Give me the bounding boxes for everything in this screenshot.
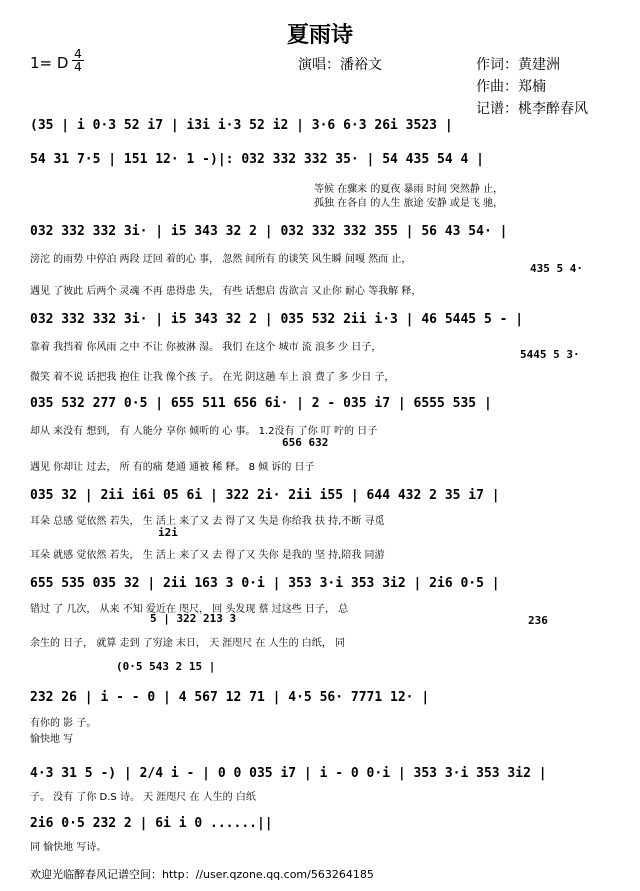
lyric-line: 孤独 在各自 的人生 旅途 安静 或是飞 驰，	[314, 198, 504, 209]
score-row-5: 035 532 277 0·5 | 655 511 656 6i· | 2 - 035 i7 | 6555 535 |	[30, 396, 492, 411]
alt-notes: 5 | 322 213 3	[150, 612, 237, 625]
score-row-7: 655 535 035 32 | 2ii 163 3 0·i | 353 3·i 353 3i2 | 2i6 0·5 |	[30, 576, 500, 591]
lyric-line: 耳朵 总感 觉依然 若失， 生 活上 来了又 去 得了又 失是 你给我 扶 持,不断 寻觅	[30, 516, 385, 527]
lyric-line: 微笑 着不说 话把我 抱住 让我 像个孩 子。 在光 阴这趟 车上 浪 费了 多 少日 子，	[30, 372, 395, 383]
lyric-line: 滂沱 的雨势 中停泊 两段 迂回 着的心 事， 忽然 间所有 的谈笑 风生瞬 间嘎 然而 止，	[30, 254, 412, 265]
lyric-line: 等候 在骤来 的夏夜 暴雨 时间 突然静 止，	[314, 184, 504, 195]
footer-credit: 欢迎光临醉春风记谱空间：http：//user.qzone.qq.com/563264185	[30, 868, 374, 881]
lyric-line: 耳朵 就感 觉依然 若失， 生 活上 来了又 去 得了又 失你 是我的 坚 持,陪我 同游	[30, 550, 385, 561]
score-row-10: 2i6 0·5 232 2 | 6i i 0 ......||	[30, 816, 273, 831]
score-row-6: 035 32 | 2ii i6i 05 6i | 322 2i· 2ii i55 | 644 432 2 35 i7 |	[30, 488, 500, 503]
score-row-3: 032 332 332 3i· | i5 343 32 2 | 032 332 332 355 | 56 43 54· |	[30, 224, 508, 239]
alt-notes: i2i	[158, 526, 178, 539]
alt-notes: 236	[528, 614, 548, 627]
lyric-line: 余生的 日子， 就算 走到 了穷途 末日， 天 涯咫尺 在 人生的 白纸， 同	[30, 638, 345, 649]
score-row-1: (35 | i 0·3 52 i7 | i3i i·3 52 i2 | 3·6 6·3 26i 3523 |	[30, 118, 453, 133]
lyric-line: 遇见 你却让 过去， 所 有的痛 楚通 通被 稀 释。 8 倾 诉的 日子	[30, 462, 315, 473]
alt-notes: 656 632	[282, 436, 329, 449]
singer-credit: 演唱：潘裕文	[298, 57, 382, 73]
lyric-line: 错过 了 几次， 从来 不知 爱近在 咫尺， 回 头发现 蔡 过这些 日子， 总	[30, 604, 349, 615]
lyric-line: 有你的 影 子。	[30, 718, 97, 729]
score-row-9: 4·3 31 5 -) | 2/4 i - | 0 0 035 i7 | i - 0 0·i | 353 3·i 353 3i2 |	[30, 766, 547, 781]
lyric-line: 同 愉快地 写诗。	[30, 842, 107, 853]
alt-notes: 5445 5 3·	[520, 348, 580, 361]
key-signature: 1= D	[30, 54, 69, 72]
lyric-line: 遇见 了彼此 后两个 灵魂 不再 患得患 失， 有些 话想启 齿欲言 又止你 耐心 等我解 释，	[30, 286, 422, 297]
score-row-8: 232 26 | i - - 0 | 4 567 12 71 | 4·5 56· 7771 12· |	[30, 690, 430, 705]
score-row-4: 032 332 332 3i· | i5 343 32 2 | 035 532 2ii i·3 | 46 5445 5 - |	[30, 312, 524, 327]
lyric-line: 愉快地 写	[30, 734, 74, 745]
lyric-line: 子。 没有 了你 D.S 诗。 天 涯咫尺 在 人生的 白纸	[30, 792, 256, 803]
meter-bottom: 4	[72, 60, 84, 73]
transcriber-credit: 记谱：桃李醉春风	[476, 101, 588, 117]
intro-repeat: (0·5 543 2 15 |	[116, 660, 216, 673]
alt-notes: 435 5 4·	[530, 262, 583, 275]
score-row-2: 54 31 7·5 | 151 12· 1 -)|: 032 332 332 35· | 54 435 54 4 |	[30, 152, 484, 167]
lyricist-credit: 作词：黄建洲	[476, 57, 560, 73]
composer-credit: 作曲：郑楠	[476, 79, 546, 95]
lyric-line: 靠着 我挡着 你风雨 之中 不让 你被淋 湿。 我们 在这个 城市 流 浪多 少 日子，	[30, 342, 382, 353]
song-title: 夏雨诗	[286, 22, 353, 48]
time-signature	[72, 48, 84, 73]
lyric-line: 却从 来没有 想到， 有 人能分 享你 倾听的 心 事。 1.2没有 了你 叮 咛的 日子	[30, 426, 378, 437]
meter-top: 4	[74, 47, 82, 61]
